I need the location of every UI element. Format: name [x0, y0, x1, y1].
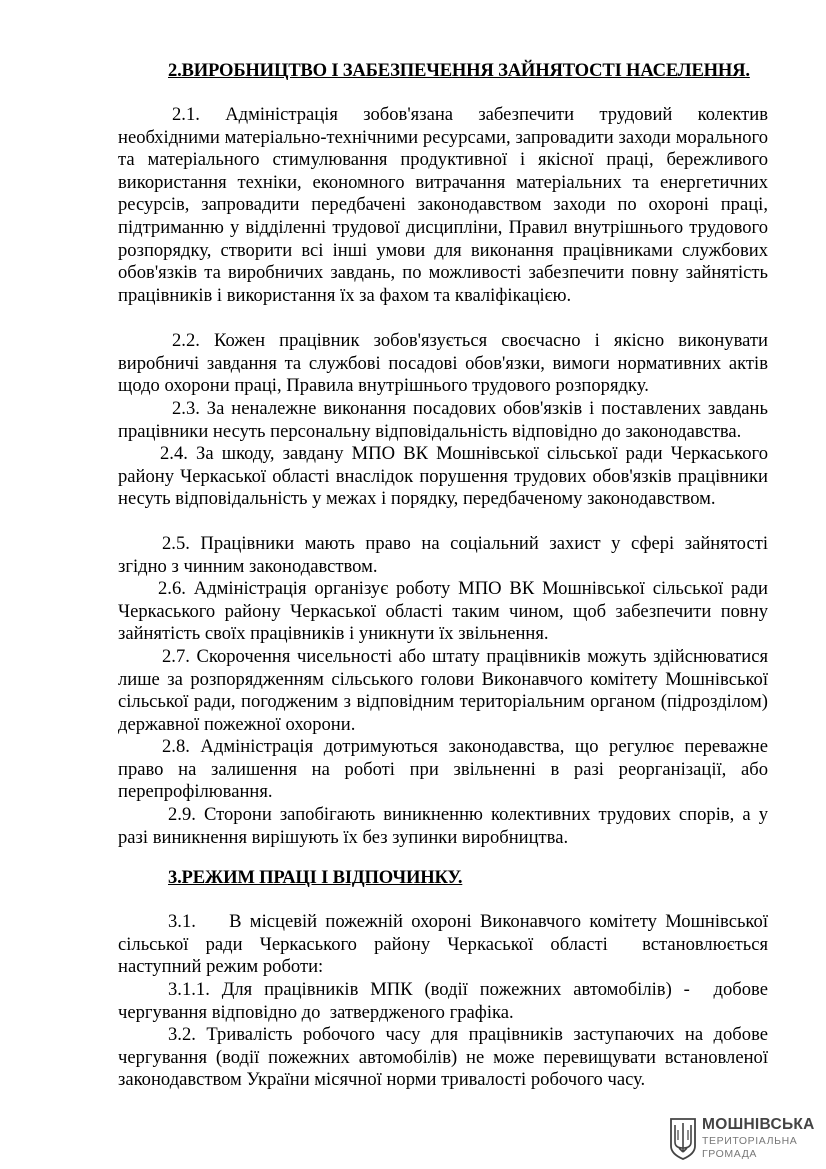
- logo-subtitle-territorial: ТЕРИТОРІАЛЬНА: [702, 1135, 798, 1147]
- paragraph-2-3: 2.3. За неналежне виконання посадових обов'язків і поставлених завдань працівники несуть персональну відповідальність відповідно до законодавства.: [118, 398, 768, 442]
- paragraph-2-9: 2.9. Сторони запобігають виникненню колективних трудових спорів, а у разі виникнення вирішують їх без зупинки виробництва.: [118, 804, 768, 848]
- paragraph-3-2: 3.2. Тривалість робочого часу для працівників заступаючих на добове чергування (водії пожежних автомобілів) не може перевищувати встановленої законодавством України місячної норми тривалості робочого часу.: [118, 1024, 768, 1091]
- section-3-heading: 3.РЕЖИМ ПРАЦІ І ВІДПОЧИНКУ.: [168, 867, 463, 888]
- community-logo: [668, 1115, 815, 1163]
- paragraph-2-2: 2.2. Кожен працівник зобов'язується своєчасно і якісно виконувати виробничі завдання та службові посадові обов'язки, вимоги нормативних актів щодо охорони праці, Правила внутрішнього трудового розпорядку.: [118, 330, 768, 397]
- paragraph-2-6: 2.6. Адміністрація організує роботу МПО ВК Мошнівської сільської ради Черкаського району Черкаської області таким чином, щоб забезпечити повну зайнятість своїх працівників і уникнути їх звільнення.: [118, 578, 768, 645]
- paragraph-2-1: 2.1. Адміністрація зобов'язана забезпечити трудовий колектив необхідними матеріально-технічними ресурсами, запровадити заходи морального та матеріального стимулювання продуктивної і якісної праці, бережливого використання техніки, економного витрачання матеріальних та енергетичних ресурсів, запровадити передбачені законодавством заходи по охороні праці, підтриманню у відділенні трудової дисципліни, Правил внутрішнього трудового розпорядку, створити всі інші умови для виконання працівниками службових обов'язків та виробничих завдань, по можливості забезпечити повну зайнятість працівників і використання їх за фахом та кваліфікацією.: [118, 104, 768, 306]
- paragraph-3-1-1: 3.1.1. Для працівників МПК (водії пожежних автомобілів) - добове чергування відповідно до затвердженого графіка.: [118, 979, 773, 1023]
- paragraph-2-8: 2.8. Адміністрація дотримуються законодавства, що регулює переважне право на залишення на роботі при звільненні в разі реорганізації, або перепрофілювання.: [118, 736, 768, 803]
- paragraph-3-1: 3.1. В місцевій пожежній охороні Виконавчого комітету Мошнівської сільської ради Черкаського району Черкаської області встановлюється наступний режим роботи:: [118, 911, 773, 978]
- trident-icon: [668, 1116, 698, 1160]
- logo-name: МОШНІВСЬКА: [702, 1116, 815, 1133]
- section-2-heading: 2.ВИРОБНИЦТВО І ЗАБЕЗПЕЧЕННЯ ЗАЙНЯТОСТІ НАСЕЛЕННЯ.: [168, 60, 750, 81]
- paragraph-2-4: 2.4. За шкоду, завдану МПО ВК Мошнівської сільської ради Черкаського району Черкаської області внаслідок порушення трудових обов'язків працівники несуть відповідальність у межах і порядку, передбаченому законодавством.: [118, 443, 768, 510]
- paragraph-2-7: 2.7. Скорочення чисельності або штату працівників можуть здійснюватися лише за розпорядженням сільського голови Виконавчого комітету Мошнівської сільської ради, погодженим з відповідним територіальним органом (підрозділом) державної пожежної охорони.: [118, 646, 768, 735]
- paragraph-2-5: 2.5. Працівники мають право на соціальний захист у сфері зайнятості згідно з чинним законодавством.: [118, 533, 768, 577]
- logo-subtitle-community: ГРОМАДА: [702, 1148, 758, 1160]
